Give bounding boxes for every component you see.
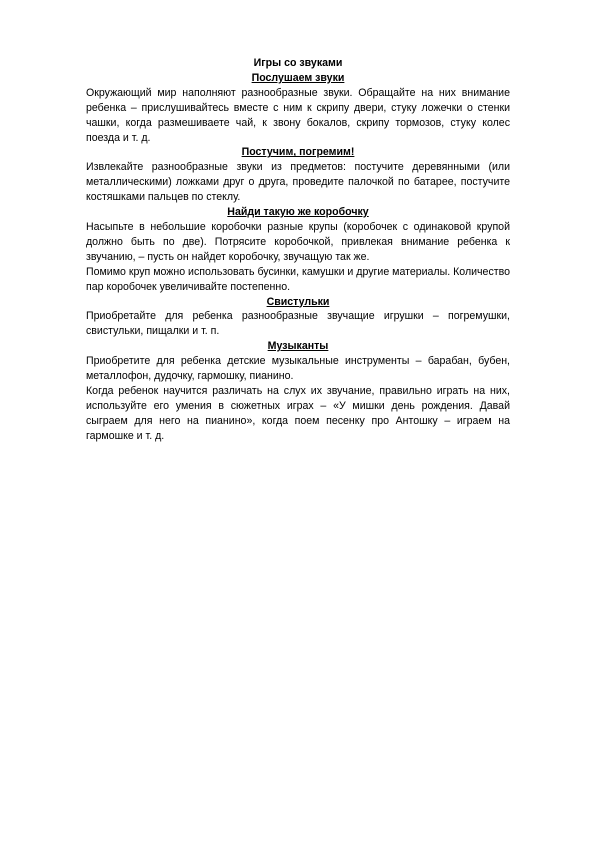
section-heading-find-box: Найди такую же коробочку — [227, 206, 369, 219]
section-heading-whistles: Свистульки — [266, 295, 330, 308]
section-paragraph: Приобретайте для ребенка разнообразные звучащие игрушки – погремушки, свистульки, пищалки и т. п. — [86, 310, 510, 338]
section-paragraph: Приобретите для ребенка детские музыкальные инструменты – барабан, бубен, металлофон, дудочку, гармошку, пианино. — [86, 355, 510, 383]
document-page — [86, 56, 510, 444]
section-heading-knock: Постучим, погремим! — [241, 146, 355, 159]
section-paragraph: Насыпьте в небольшие коробочки разные крупы (коробочек с одинаковой крупой должно быть по две). Потрясите коробочкой, привлекая внимание ребенка к звучанию, – пусть он найдет коробочку, звучащую так же. — [86, 220, 510, 263]
section-paragraph: Когда ребенок научится различать на слух их звучание, правильно играть на них, используйте его умения в сюжетных играх – «У мишки день рождения. Давай сыграем для него на пианино», когда поем песенку про Антошку – играем на гармошке и т. д. — [86, 384, 510, 442]
section-heading-listen: Послушаем звуки — [251, 71, 345, 84]
section-paragraph: Помимо круп можно использовать бусинки, камушки и другие материалы. Количество пар коробочек увеличивайте постепенно. — [86, 265, 510, 293]
section-heading-musicians: Музыканты — [267, 340, 329, 353]
section-paragraph: Извлекайте разнообразные звуки из предметов: постучите деревянными (или металлическими) ложками друг о друга, проведите палочкой по батарее, постучите костяшками пальцев по стеклу. — [86, 161, 510, 204]
document-title: Игры со звуками — [253, 57, 343, 69]
section-paragraph: Окружающий мир наполняют разнообразные звуки. Обращайте на них внимание ребенка – прислушивайтесь вместе с ним к скрипу двери, стуку ложечки о стенки чашки, когда размешиваете чай, к звону бокалов, скрипу тормозов, стуку колес поезда и т. д. — [86, 86, 510, 144]
